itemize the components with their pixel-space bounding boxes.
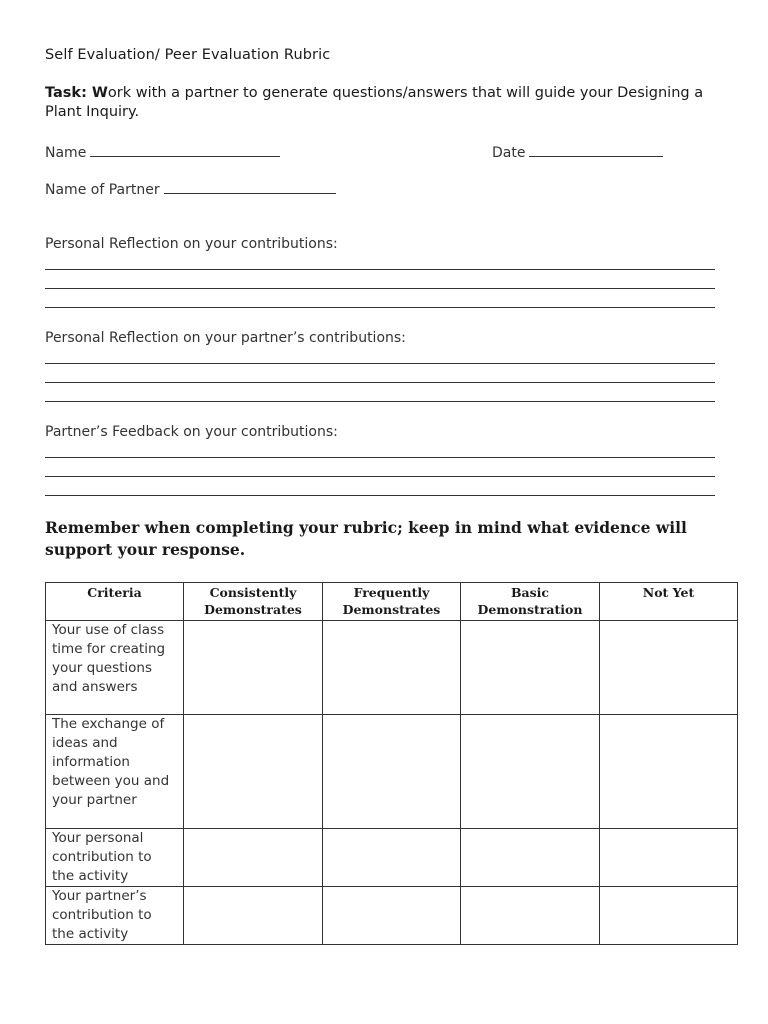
rating-cell[interactable] [323, 887, 461, 945]
rating-cell[interactable] [184, 621, 323, 715]
header-consistently: Consistently Demonstrates [184, 583, 323, 621]
partner-feedback-prompt: Partner’s Feedback on your contributions: [45, 424, 338, 440]
task-description [45, 84, 735, 122]
table-row [46, 621, 738, 715]
date-field [492, 143, 663, 161]
partner-label: Name of Partner [45, 182, 160, 198]
reminder-note: Remember when completing your rubric; keep in mind what evidence will support your response. [45, 518, 687, 559]
criteria-cell: Your personal contribution to the activity [46, 829, 184, 887]
task-label: Task: W [45, 85, 108, 101]
partner-reflection-line[interactable] [45, 382, 715, 383]
rating-cell[interactable] [184, 887, 323, 945]
date-blank[interactable] [529, 143, 663, 157]
name-label: Name [45, 145, 87, 161]
rating-cell[interactable] [600, 829, 738, 887]
criteria-cell: Your use of class time for creating your questions and answers [46, 621, 184, 715]
header-criteria: Criteria [46, 583, 184, 621]
date-label: Date [492, 145, 526, 161]
self-reflection-prompt: Personal Reflection on your contributions: [45, 236, 338, 252]
criteria-cell: Your partner’s contribution to the activity [46, 887, 184, 945]
criteria-cell: The exchange of ideas and information between you and your partner [46, 715, 184, 829]
rubric-table [45, 582, 738, 945]
partner-reflection-line[interactable] [45, 363, 715, 364]
rating-cell[interactable] [461, 887, 600, 945]
table-row [46, 829, 738, 887]
rating-cell[interactable] [323, 829, 461, 887]
name-field [45, 143, 280, 161]
partner-field [45, 180, 336, 198]
table-row [46, 887, 738, 945]
partner-reflection-line[interactable] [45, 401, 715, 402]
rating-cell[interactable] [600, 887, 738, 945]
partner-blank[interactable] [164, 180, 336, 194]
task-text: ork with a partner to generate questions/answers that will guide your Designing a Plant Inquiry. [45, 85, 704, 120]
rating-cell[interactable] [461, 715, 600, 829]
rubric-header-row [46, 583, 738, 621]
rating-cell[interactable] [461, 829, 600, 887]
rating-cell[interactable] [461, 621, 600, 715]
header-basic: Basic Demonstration [461, 583, 600, 621]
self-reflection-line[interactable] [45, 307, 715, 308]
header-frequently: Frequently Demonstrates [323, 583, 461, 621]
name-blank[interactable] [90, 143, 280, 157]
rating-cell[interactable] [323, 715, 461, 829]
partner-reflection-prompt: Personal Reflection on your partner’s contributions: [45, 330, 406, 346]
partner-feedback-line[interactable] [45, 457, 715, 458]
self-reflection-line[interactable] [45, 288, 715, 289]
partner-feedback-line[interactable] [45, 476, 715, 477]
page-title: Self Evaluation/ Peer Evaluation Rubric [45, 47, 331, 63]
header-not-yet: Not Yet [600, 583, 738, 621]
table-row [46, 715, 738, 829]
rating-cell[interactable] [600, 621, 738, 715]
rating-cell[interactable] [184, 829, 323, 887]
rating-cell[interactable] [323, 621, 461, 715]
rating-cell[interactable] [600, 715, 738, 829]
self-reflection-line[interactable] [45, 269, 715, 270]
rating-cell[interactable] [184, 715, 323, 829]
partner-feedback-line[interactable] [45, 495, 715, 496]
